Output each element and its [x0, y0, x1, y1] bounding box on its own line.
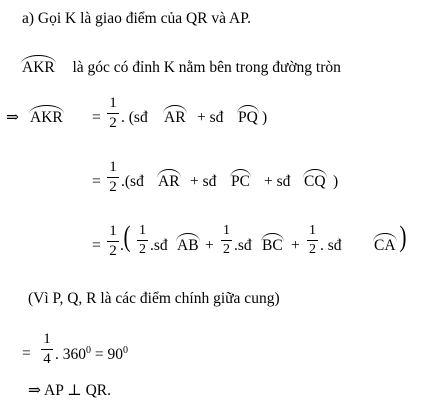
degree-1: 0: [86, 345, 91, 356]
fraction-numerator: 1: [139, 223, 146, 238]
eq3-plus1: +: [205, 237, 214, 254]
fraction-half: [107, 224, 119, 259]
arc-cq: CQ: [304, 173, 326, 190]
eq1-open: . (sđ: [121, 109, 148, 126]
implies-symbol: ⇒: [6, 109, 19, 126]
fraction-denominator: 2: [109, 115, 117, 131]
fraction-denominator: 2: [223, 242, 230, 257]
fraction-denominator: 2: [309, 242, 316, 257]
fraction-numerator: 1: [223, 223, 230, 238]
fraction-half: [107, 96, 119, 131]
fraction-half-3: [307, 224, 318, 257]
angle-statement-text: là góc có đỉnh K nằm bên trong đường tròn: [72, 59, 341, 76]
fraction-numerator: 1: [43, 331, 51, 347]
arc-ab: AB: [177, 237, 199, 254]
fraction-numerator: 1: [309, 223, 316, 238]
eq4-rest-a: . 360: [55, 346, 86, 363]
eq3-sd3: . sđ: [320, 237, 342, 254]
eq4-result: [55, 346, 128, 363]
fraction-denominator: 2: [109, 243, 117, 259]
fraction-half-1: [137, 224, 148, 257]
arc-pc: PC: [231, 173, 250, 190]
eq2-plus1: + sđ: [190, 173, 217, 190]
eq1-close: ): [262, 109, 268, 126]
eq3-dot: .: [120, 237, 124, 254]
eq2-open: .(sđ: [121, 173, 144, 190]
arc-pq: PQ: [238, 109, 258, 126]
arc-ar: AR: [164, 109, 186, 126]
eq1-plus: + sđ: [197, 109, 224, 126]
fraction-denominator: 4: [43, 351, 51, 367]
angle-statement: [22, 60, 341, 76]
eq4-rest-b: = 90: [91, 346, 123, 363]
big-left-paren: (: [123, 220, 131, 253]
degree-2: 0: [123, 345, 128, 356]
equals-sign: =: [22, 345, 31, 362]
note-line: (Vì P, Q, R là các điểm chính giữa cung): [28, 290, 280, 307]
intro-line: a) Gọi K là giao điểm của QR và AP.: [22, 10, 252, 27]
fraction-numerator: 1: [109, 159, 117, 175]
eq3-sd2: .sđ: [234, 237, 252, 254]
equals-sign: =: [92, 109, 101, 126]
eq2-plus2: + sđ: [264, 173, 291, 190]
fraction-numerator: 1: [109, 95, 117, 111]
arc-ar: AR: [158, 173, 180, 190]
fraction-half-2: [221, 224, 232, 257]
fraction-quarter: [41, 332, 53, 367]
big-right-paren: ): [399, 220, 407, 253]
arc-bc: BC: [262, 237, 283, 254]
arc-ca: CA: [374, 237, 396, 254]
fraction-denominator: 2: [109, 179, 117, 195]
equals-sign: =: [92, 237, 101, 254]
equals-sign: =: [92, 173, 101, 190]
eq3-plus2: +: [291, 237, 300, 254]
fraction-half: [107, 160, 119, 195]
eq3-sd1: .sđ: [150, 237, 168, 254]
arc-akr: AKR: [22, 59, 55, 76]
fraction-numerator: 1: [109, 223, 117, 239]
arc-akr-lhs: AKR: [30, 109, 63, 126]
fraction-denominator: 2: [139, 242, 146, 257]
conclusion-line: ⇒ AP ⊥ QR.: [28, 382, 111, 399]
eq2-close: ): [333, 173, 339, 190]
